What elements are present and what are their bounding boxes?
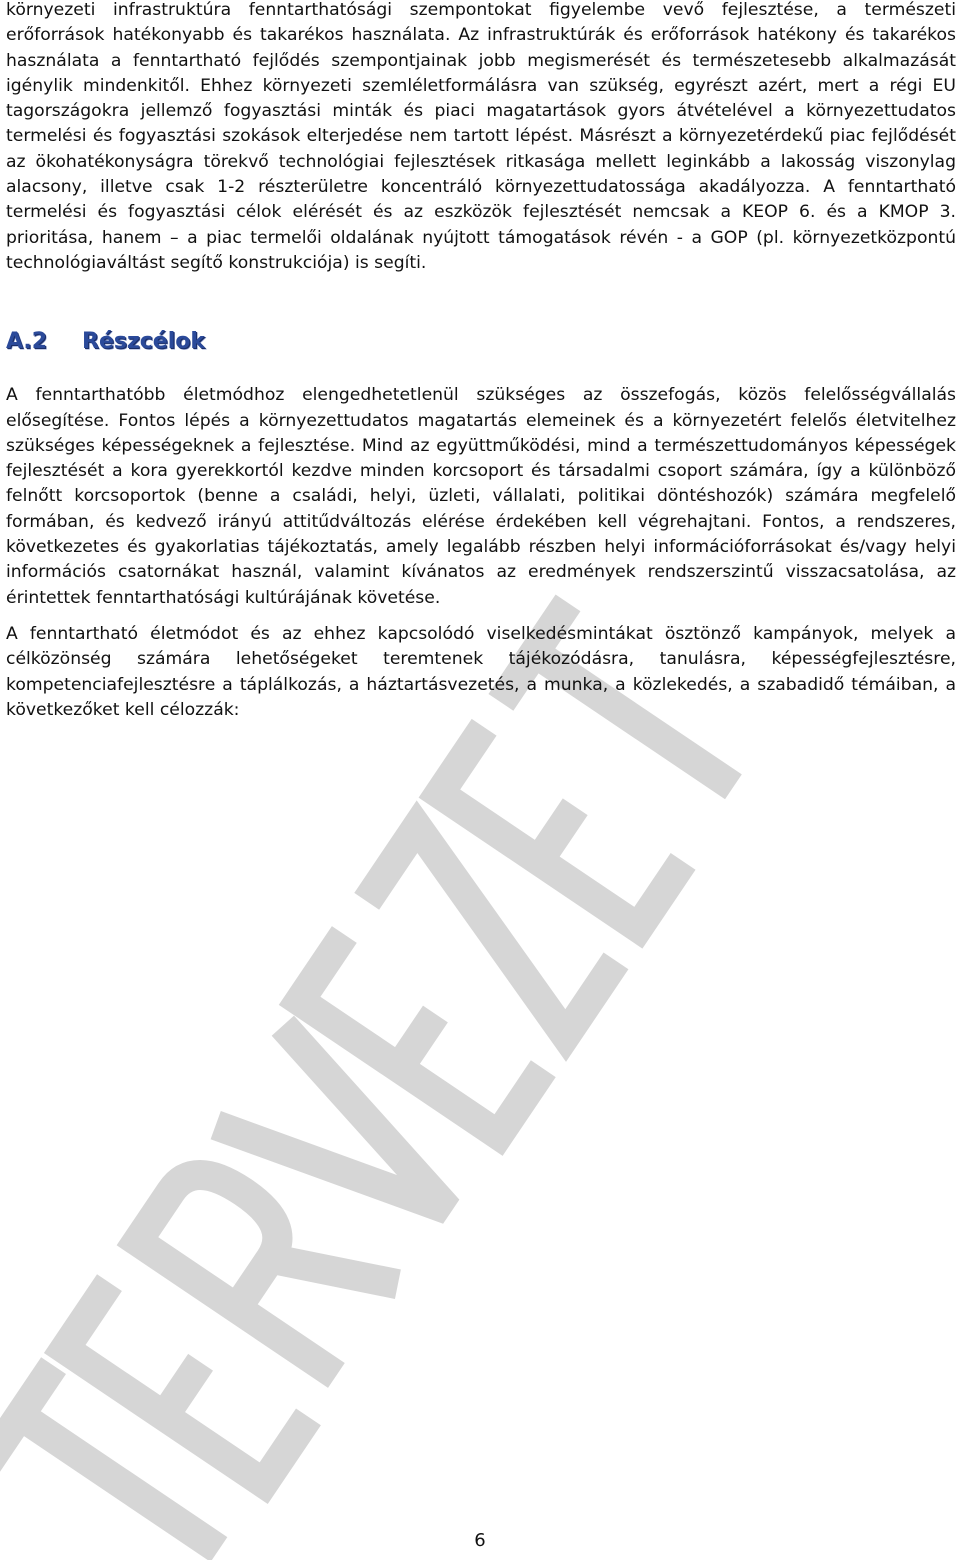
- paragraph-cooperation: A fenntarthatóbb életmódhoz elengedhetetlenül szükséges az összefogás, közös felelősségvállalás elősegítése. Fontos lépés a környezettudatos magatartás elemeinek és a környezetért felelős életvitelhez szükséges képességeknek a fejlesztése. Mind az együttműködési, mind a természettudományos képességek fejlesztését a kora gyerekkortól kezdve minden korcsoport és társadalmi csoport számára, így a különböző felnőtt korcsoportok (benne a családi, helyi, üzleti, vállalati, politikai döntéshozók) számára megfelelő formában, és kedvező irányú attitűdváltozás elérése érdekében kell végrehajtani. Fontos, a rendszeres, következetes és gyakorlatias tájékoztatás, amely legalább részben helyi információforrásokat és/vagy helyi információs csatornákat használ, valamint kívánatos az eredmények rendszerszintű visszacsatolása, az érintettek fenntarthatósági kultúrájának követése.: [6, 385, 956, 608]
- section-heading: [6, 321, 956, 361]
- section-title: Részcélok: [82, 328, 206, 354]
- section-number: A.2: [6, 328, 48, 354]
- document-body: [6, 0, 956, 723]
- page-number: 6: [474, 1530, 486, 1551]
- paragraph-campaigns: A fenntartható életmódot és az ehhez kapcsolódó viselkedésmintákat ösztönző kampányok, melyek a célközönség számára lehetőségeket teremtenek tájékozódásra, tanulásra, képességfejlesztésre, kompetenciafejlesztésre a táplálkozás, a háztartásvezetés, a munka, a közlekedés, a szabadidő témáiban, a következőket kell célozzák:: [6, 623, 956, 720]
- paragraph-infrastructure: környezeti infrastruktúra fenntarthatósági szempontokat figyelembe vevő fejlesztése, a természeti erőforrások hatékonyabb és takarékos használata. Az infrastruktúrák és erőforrások hatékony és takarékos használata a fenntartható fejlődés szempontjainak jobb megismerését és természetesebb alkalmazását igénylik mindenkitől. Ehhez környezeti szemléletformálásra van szükség, egyrészt azért, mert a régi EU tagországokra jellemző fogyasztási minták és piaci magatartások gyors átvételével a környezettudatos termelési és fogyasztási szokások elterjedése nem tartott lépést. Másrészt a környezetérdekű piac fejlődését az ökohatékonyságra törekvő technológiai fejlesztések ritkasága mellett leginkább a lakosság viszonylag alacsony, illetve csak 1-2 részterületre koncentráló környezettudatossága akadályozza. A fenntartható termelési és fogyasztási célok elérését és az eszközök fejlesztését nemcsak a KEOP 6. és a KMOP 3. prioritása, hanem – a piac termelői oldalának nyújtott támogatások révén - a GOP (pl. környezetközpontú technológiaváltást segítő konstrukciója) is segíti.: [6, 0, 956, 273]
